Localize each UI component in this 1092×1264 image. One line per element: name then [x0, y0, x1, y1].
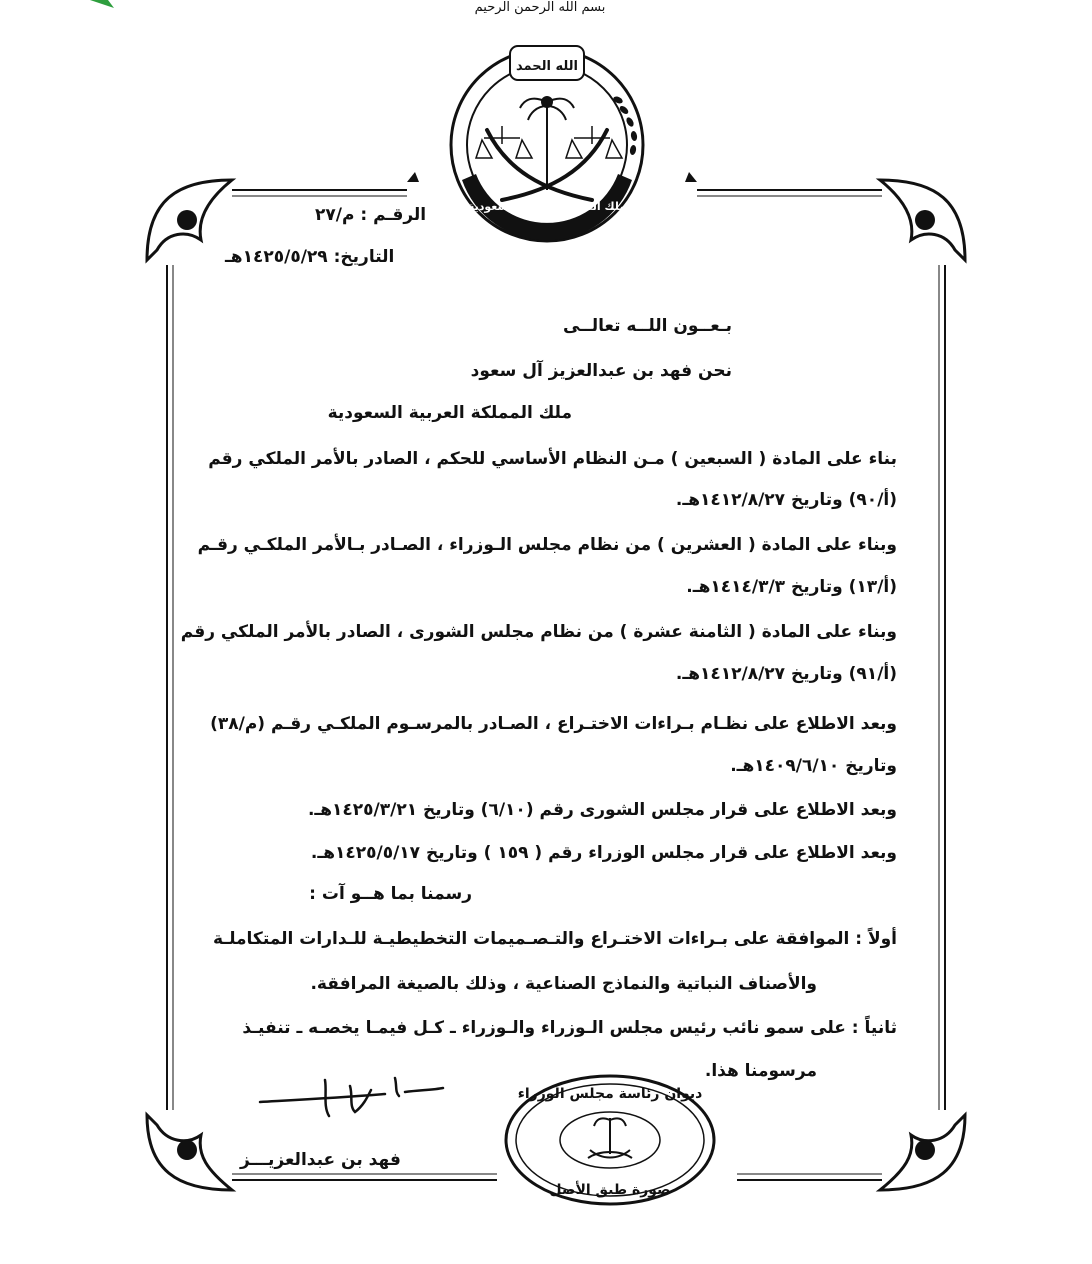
body-line: وتاريخ ١٤٠٩/٦/١٠هـ.: [730, 756, 897, 776]
seal-bottom-text: صورة طبق الأصل: [549, 1182, 671, 1198]
body-line: (أ/٩٠) وتاريخ ١٤١٢/٨/٢٧هـ.: [675, 490, 897, 510]
decree-date: التاريخ: ١٤٢٥/٥/٢٩هـ: [225, 247, 395, 267]
body-line: (أ/١٣) وتاريخ ١٤١٤/٣/٣هـ.: [686, 577, 897, 597]
signer-name: فهد بن عبدالعزيـــز: [240, 1150, 401, 1170]
decree-intro-line: رسمنا بما هــو آت :: [309, 884, 472, 904]
reference-number: الرقـم : م/٢٧: [315, 205, 427, 225]
body-line: وبناء على المادة ( العشرين ) من نظام مجلس الـوزراء ، الصـادر بـالأمر الملكـي رقـم: [197, 535, 897, 555]
body-line: (أ/٩١) وتاريخ ١٤١٢/٨/٢٧هـ.: [675, 664, 897, 684]
leaf-icon: [90, 0, 114, 10]
seal-top-text: ديوان رئاسة مجلس الوزراء: [517, 1086, 703, 1102]
body-line: وبعد الاطلاع على قرار مجلس الشورى رقم (٦/١٠) وتاريخ ١٤٢٥/٣/٢١هـ.: [307, 800, 897, 820]
emblem-top-text: الله الحمد: [516, 59, 578, 74]
handwritten-signature: [255, 1072, 445, 1122]
article-second-line: ثانياً : على سمو نائب رئيس مجلس الـوزراء والـوزراء ـ كـل فيمـا يخصـه ـ تنفيـذ: [242, 1018, 897, 1038]
emblem-ring-text: ملك المملكة العربية السعودية: [467, 200, 627, 213]
body-line: وبناء على المادة ( الثامنة عشرة ) من نظام مجلس الشورى ، الصادر بالأمر الملكي رقم: [180, 622, 897, 642]
body-line: وبعد الاطلاع على نظـام بـراءات الاختـراع ، الصـادر بالمرسـوم الملكـي رقـم (م/٣٨): [210, 714, 897, 734]
sovereign-line: نحن فهد بن عبدالعزيز آل سعود: [470, 361, 732, 381]
article-second-continued: مرسومنا هذا.: [704, 1061, 817, 1081]
body-line: وبعد الاطلاع على قرار مجلس الوزراء رقم ( ١٥٩ ) وتاريخ ١٤٢٥/٥/١٧هـ.: [310, 843, 897, 863]
certified-copy-seal: [500, 1070, 720, 1210]
basmala: بسم الله الرحمن الرحيم: [474, 0, 606, 15]
opening-line: بـعــون اللــه تعالــى: [562, 316, 732, 336]
body-line: بناء على المادة ( السبعين ) مـن النظام الأساسي للحكم ، الصادر بالأمر الملكي رقم: [208, 449, 897, 469]
article-first-line: أولاً : الموافقة على بـراءات الاختـراع والتـصـميمات التخطيطيـة للـدارات المتكاملـة: [212, 929, 897, 949]
article-first-continued: والأصناف النباتية والنماذج الصناعية ، وذلك بالصيغة المرافقة.: [310, 974, 817, 994]
ornamental-frame: [137, 170, 975, 1200]
title-line: ملك المملكة العربية السعودية: [327, 403, 572, 423]
